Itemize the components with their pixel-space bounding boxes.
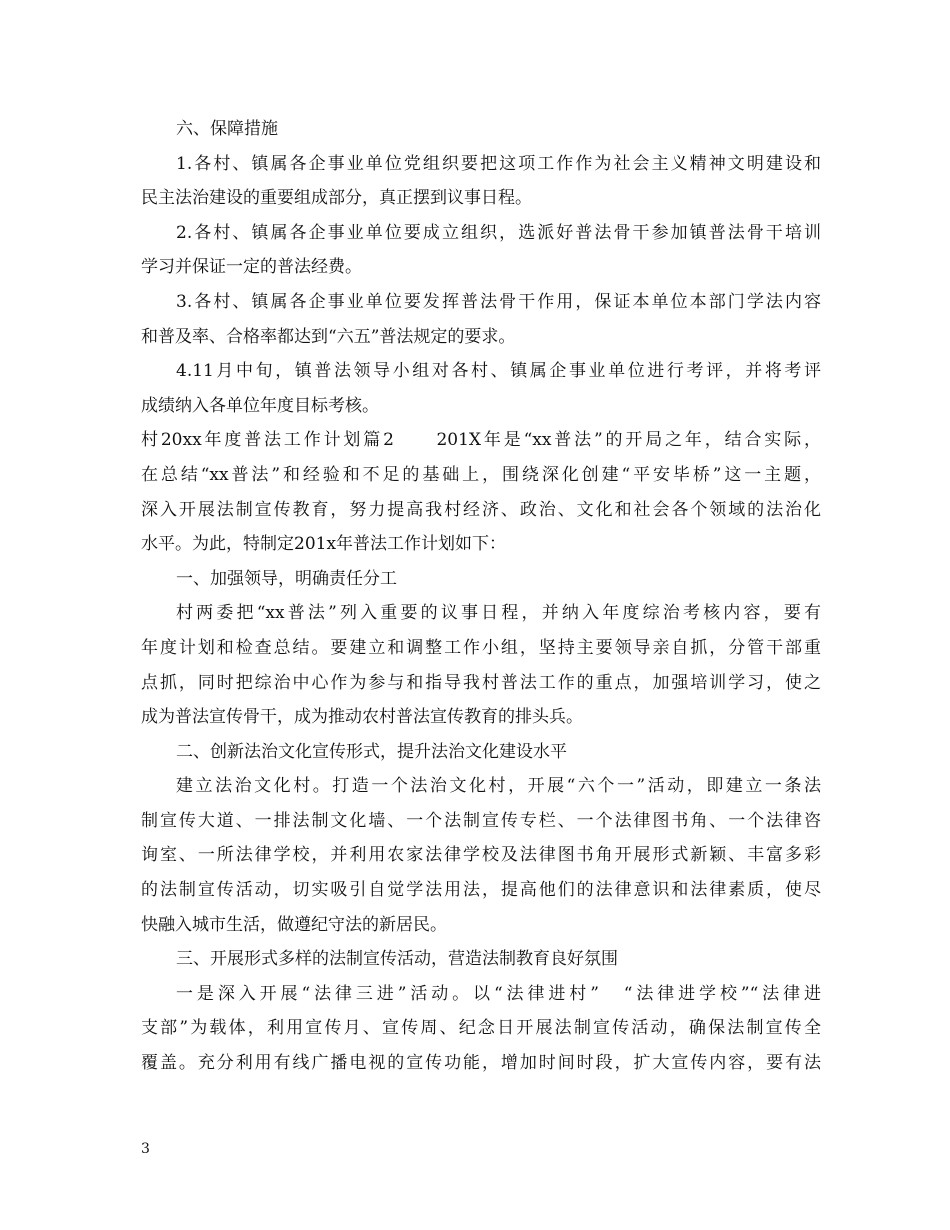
text-line: 一、加强领导，明确责任分工 <box>176 568 397 589</box>
text-line: 3.各村、镇属各企事业单位要发挥普法骨干作用，保证本单位本部门学法内容 <box>176 291 821 312</box>
text-line: 民主法治建设的重要组成部分，真正摆到议事日程。 <box>141 188 532 209</box>
text-line: 支部”为载体，利用宣传月、宣传周、纪念日开展法制宣传活动，确保法制宣传全 <box>141 1018 821 1039</box>
text-line: 水平。为此，特制定201x年普法工作计划如下： <box>141 534 507 555</box>
text-line: 建立法治文化村。打造一个法治文化村，开展“六个一”活动，即建立一条法 <box>176 776 821 797</box>
text-line: 成为普法宣传骨干，成为推动农村普法宣传教育的排头兵。 <box>141 707 583 728</box>
text-line: 4.11月中旬，镇普法领导小组对各村、镇属企事业单位进行考评，并将考评 <box>176 361 821 382</box>
text-line: 一是深入开展“法律三进”活动。以“法律进村” “法律进学校”“法律进 <box>176 983 821 1004</box>
text-line: 点抓，同时把综治中心作为参与和指导我村普法工作的重点，加强培训学习，使之 <box>141 672 821 693</box>
text-line: 和普及率、合格率都达到“六五”普法规定的要求。 <box>141 326 516 347</box>
text-line: 二、创新法治文化宣传形式，提升法治文化建设水平 <box>176 741 567 762</box>
text-line: 覆盖。充分利用有线广播电视的宣传功能，增加时间时段，扩大宣传内容，要有法 <box>141 1053 821 1074</box>
text-line: 深入开展法制宣传教育，努力提高我村经济、政治、文化和社会各个领域的法治化 <box>141 499 821 520</box>
text-line: 村两委把“xx普法”列入重要的议事日程，并纳入年度综治考核内容，要有 <box>176 603 821 624</box>
text-line: 年度计划和检查总结。要建立和调整工作小组，坚持主要领导亲自抓，分管干部重 <box>141 637 821 658</box>
text-line: 询室、一所法律学校，并利用农家法律学校及法律图书角开展形式新颖、丰富多彩 <box>141 845 821 866</box>
text-line: 在总结“xx普法”和经验和不足的基础上，围绕深化创建“平安毕桥”这一主题， <box>141 464 821 485</box>
text-line: 2.各村、镇属各企事业单位要成立组织，选派好普法骨干参加镇普法骨干培训 <box>176 222 821 243</box>
text-line: 三、开展形式多样的法制宣传活动，营造法制教育良好氛围 <box>176 949 618 970</box>
text-line: 快融入城市生活，做遵纪守法的新居民。 <box>141 914 447 935</box>
text-line: 成绩纳入各单位年度目标考核。 <box>141 395 379 416</box>
text-line: 村20xx年度普法工作计划篇2 201X年是“xx普法”的开局之年，结合实际， <box>141 430 821 451</box>
text-line: 的法制宣传活动，切实吸引自觉学法用法，提高他们的法律意识和法律素质，使尽 <box>141 880 821 901</box>
text-line: 制宣传大道、一排法制文化墙、一个法制宣传专栏、一个法律图书角、一个法律咨 <box>141 810 821 831</box>
text-line: 1.各村、镇属各企事业单位党组织要把这项工作作为社会主义精神文明建设和 <box>176 153 821 174</box>
page-number: 3 <box>141 1141 150 1157</box>
text-line: 六、保障措施 <box>176 119 278 139</box>
document-body <box>141 112 821 1081</box>
text-line: 学习并保证一定的普法经费。 <box>141 257 362 278</box>
